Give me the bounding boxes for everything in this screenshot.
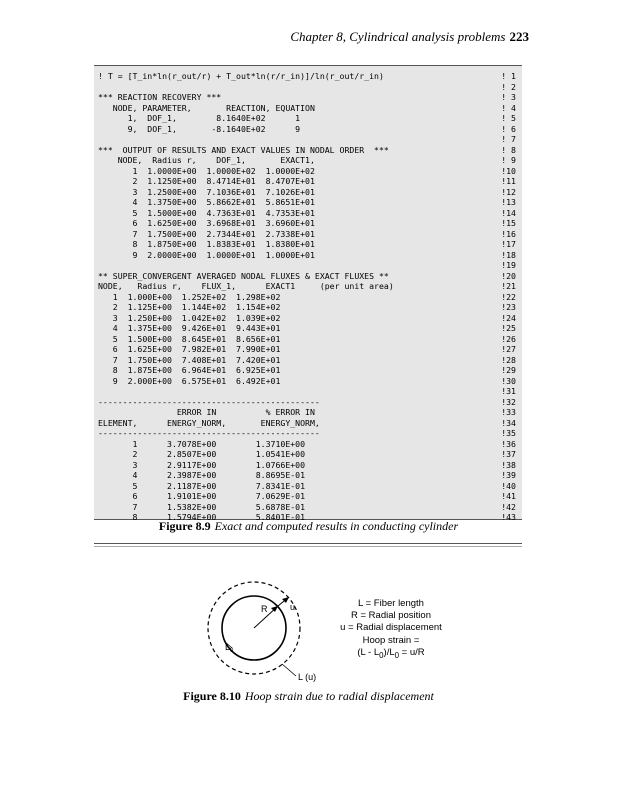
listing-line-numbers: ! 1 ! 2 ! 3 ! 4 ! 5 ! 6 ! 7 ! 8 ! 9 !10 !11 !12 !13 !14 !15 !16 !17 !18 !19 !20 !21 !22 !23 !24 !25 !26 !27 !28 !29 !30 !31 !32 !33 !34 !35 !36 !37 !38 !39 !40 !41 !42 !43 bbox=[501, 71, 516, 522]
legend-line-5 bbox=[336, 647, 446, 662]
legend-line-1: L = Fiber length bbox=[358, 598, 424, 609]
label-u: u bbox=[290, 602, 296, 612]
caption-rule-thin bbox=[94, 546, 522, 547]
figure-8-9-label: Figure 8.9 bbox=[158, 519, 211, 533]
legend-line-3: u = Radial displacement bbox=[340, 622, 442, 634]
legend-formula-sub2: 0 bbox=[394, 650, 400, 660]
figure-8-9-caption-text: Exact and computed results in conducting cylinder bbox=[214, 519, 459, 533]
lu-pointer bbox=[282, 664, 296, 676]
legend-formula-sub1: 0 bbox=[379, 650, 384, 660]
code-listing bbox=[94, 65, 522, 520]
label-l0-sub: 0 bbox=[230, 648, 234, 654]
legend-line-2: R = Radial position bbox=[350, 610, 431, 622]
legend-formula-c: = u/R bbox=[399, 646, 425, 658]
chapter-title: Chapter 8, Cylindrical analysis problems bbox=[290, 29, 506, 44]
label-lu: L (u) bbox=[298, 672, 317, 682]
legend-formula-b: )/L bbox=[383, 646, 395, 658]
legend-formula-a: (L - L bbox=[357, 646, 380, 658]
figure-8-10-label: Figure 8.10 bbox=[183, 689, 241, 703]
label-l0-main: L bbox=[225, 642, 231, 652]
label-r: R bbox=[261, 604, 268, 614]
caption-rule bbox=[94, 543, 522, 544]
figure-8-10-caption bbox=[0, 689, 617, 704]
figure-8-9-caption bbox=[0, 519, 617, 534]
label-l0 bbox=[225, 642, 234, 654]
legend-line-4: Hoop strain = bbox=[362, 634, 420, 646]
diagram-legend bbox=[336, 598, 446, 662]
figure-8-10-caption-text: Hoop strain due to radial displacement bbox=[244, 689, 434, 703]
listing-text: ! T = [T_in*ln(r_out/r) + T_out*ln(r/r_in)]/ln(r_out/r_in) *** REACTION RECOVERY *** NODE, PARAMETER, REACTION, EQUATION 1, DOF_1, 8.1640E+02 1 9, DOF_1, -8.1640E+02 9 *** OUTPUT OF RESULTS AND EXACT VALUES IN NODAL ORDER *** NODE, Radius r, DOF_1, EXACT1, 1 1.0000E+00 1.0000E+02 1.0000E+02 2 1.1250E+00 8.4714E+01 8.4707E+01 3 1.2500E+00 7.1036E+01 7.1026E+01 4 1.3750E+00 5.8662E+01 5.8651E+01 5 1.5000E+00 4.7363E+01 4.7353E+01 6 1.6250E+00 3.6968E+01 3.6960E+01 7 1.7500E+00 2.7344E+01 2.7338E+01 8 1.8750E+00 1.8383E+01 1.8380E+01 9 2.0000E+00 1.0000E+01 1.0000E+01 ** SUPER_CONVERGENT AVERAGED NODAL FLUXES & EXACT FLUXES ** NODE, Radius r, FLUX_1, EXACT1 (per unit area) 1 1.000E+00 1.252E+02 1.298E+02 2 1.125E+00 1.144E+02 1.154E+02 3 1.250E+00 1.042E+02 1.039E+02 4 1.375E+00 9.426E+01 9.443E+01 5 1.500E+00 8.645E+01 8.656E+01 6 1.625E+00 7.982E+01 7.990E+01 7 1.750E+00 7.408E+01 7.420E+01 8 1.875E+00 6.964E+01 6.925E+01 9 2.000E+00 6.575E+01 6.492E+01 --------------------------------------------- ERROR IN % ERROR IN ELEMENT, ENERGY_NORM, ENERGY_NORM, --------------------------------------------- 1 3.7078E+00 1.3710E+00 2 2.8507E+00 1.0541E+00 3 2.9117E+00 1.0766E+00 4 2.3987E+00 8.8695E-01 5 2.1187E+00 7.8341E-01 6 1.9101E+00 7.0629E-01 7 1.5382E+00 5.6878E-01 8 1.5794E+00 5.8401E-01 bbox=[98, 71, 394, 522]
running-header bbox=[290, 29, 529, 45]
page-number: 223 bbox=[509, 29, 529, 44]
